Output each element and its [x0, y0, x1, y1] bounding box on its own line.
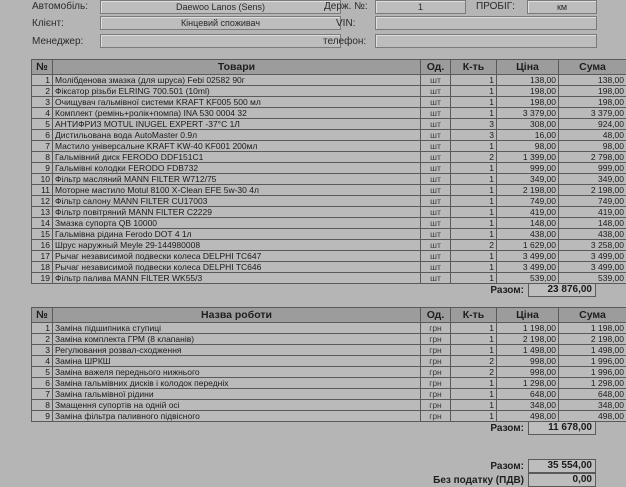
row-number: 13 — [32, 207, 53, 218]
row-sum: 349,00 — [559, 174, 626, 185]
table-row[interactable] — [32, 174, 626, 185]
table-row[interactable] — [32, 218, 626, 229]
goods-header-row — [32, 60, 626, 75]
works-table — [31, 307, 626, 422]
row-name: Гальмівний диск FERODO DDF151C1 — [53, 152, 421, 163]
row-price: 3 379,00 — [497, 108, 559, 119]
row-unit: шт — [421, 185, 451, 196]
row-number: 1 — [32, 323, 53, 334]
row-price: 1 399,00 — [497, 152, 559, 163]
row-unit: шт — [421, 97, 451, 108]
table-row[interactable] — [32, 75, 626, 86]
row-name: Гальмівна рідина Ferodo DOT 4 1л — [53, 229, 421, 240]
row-price: 998,00 — [497, 367, 559, 378]
row-price: 98,00 — [497, 141, 559, 152]
row-price: 999,00 — [497, 163, 559, 174]
row-price: 198,00 — [497, 86, 559, 97]
row-number: 5 — [32, 119, 53, 130]
row-number: 5 — [32, 367, 53, 378]
col-work-name: Назва роботи — [53, 308, 421, 323]
row-name: Моторне мастило Motul 8100 X-Clean EFE 5w-30 4л — [53, 185, 421, 196]
row-qty: 1 — [451, 389, 497, 400]
row-unit: грн — [421, 334, 451, 345]
row-sum: 2 198,00 — [559, 185, 626, 196]
table-row[interactable] — [32, 196, 626, 207]
table-row[interactable] — [32, 251, 626, 262]
row-sum: 148,00 — [559, 218, 626, 229]
row-unit: шт — [421, 108, 451, 119]
row-qty: 1 — [451, 196, 497, 207]
row-sum: 3 379,00 — [559, 108, 626, 119]
row-number: 8 — [32, 152, 53, 163]
table-row[interactable] — [32, 240, 626, 251]
row-price: 419,00 — [497, 207, 559, 218]
row-qty: 1 — [451, 345, 497, 356]
row-sum: 3 499,00 — [559, 251, 626, 262]
row-price: 3 499,00 — [497, 251, 559, 262]
row-qty: 1 — [451, 273, 497, 284]
row-sum: 1 498,00 — [559, 345, 626, 356]
manager-field[interactable] — [100, 34, 341, 48]
row-name: Фільтр салону MANN FILTER CU17003 — [53, 196, 421, 207]
row-price: 308,00 — [497, 119, 559, 130]
row-number: 9 — [32, 411, 53, 422]
row-unit: шт — [421, 130, 451, 141]
grand-total-value: 35 554,00 — [528, 459, 596, 473]
table-row[interactable] — [32, 389, 626, 400]
row-name: Заміна гальмівних дисків і колодок передніх — [53, 378, 421, 389]
row-unit: шт — [421, 86, 451, 97]
row-number: 7 — [32, 141, 53, 152]
row-name: Змащення супортів на одній осі — [53, 400, 421, 411]
table-row[interactable] — [32, 262, 626, 273]
plate-label: Держ. №: — [324, 1, 368, 12]
row-qty: 1 — [451, 251, 497, 262]
phone-label: телефон: — [323, 36, 366, 47]
row-name: Фільтр повітряний MANN FILTER C2229 — [53, 207, 421, 218]
row-price: 1 629,00 — [497, 240, 559, 251]
table-row[interactable] — [32, 411, 626, 422]
goods-total-value: 23 876,00 — [528, 283, 596, 297]
table-row[interactable] — [32, 273, 626, 284]
row-name: Гальмівні колодки FERODO FDB732 — [53, 163, 421, 174]
grand-total-label: Разом: — [440, 461, 524, 472]
row-price: 138,00 — [497, 75, 559, 86]
row-unit: шт — [421, 262, 451, 273]
row-unit: шт — [421, 273, 451, 284]
row-price: 148,00 — [497, 218, 559, 229]
row-name: Заміна фільтра паливного підвісного — [53, 411, 421, 422]
row-number: 3 — [32, 97, 53, 108]
col-sum: Сума — [559, 60, 626, 75]
row-unit: шт — [421, 119, 451, 130]
row-unit: грн — [421, 378, 451, 389]
col-price: Ціна — [497, 60, 559, 75]
table-row[interactable] — [32, 130, 626, 141]
row-qty: 1 — [451, 163, 497, 174]
client-label: Клієнт: — [32, 18, 64, 29]
row-name: АНТИФРИЗ MOTUL INUGEL EXPERT -37°C 1Л — [53, 119, 421, 130]
row-unit: грн — [421, 367, 451, 378]
row-number: 14 — [32, 218, 53, 229]
table-row[interactable] — [32, 378, 626, 389]
row-qty: 1 — [451, 141, 497, 152]
table-row[interactable] — [32, 207, 626, 218]
row-unit: грн — [421, 411, 451, 422]
row-number: 7 — [32, 389, 53, 400]
table-row[interactable] — [32, 108, 626, 119]
row-name: Мастило універсальне KRAFT KW-40 KF001 200мл — [53, 141, 421, 152]
row-qty: 1 — [451, 323, 497, 334]
col-qty: К-ть — [451, 308, 497, 323]
row-unit: шт — [421, 163, 451, 174]
row-price: 438,00 — [497, 229, 559, 240]
table-row[interactable] — [32, 367, 626, 378]
col-unit: Од. — [421, 60, 451, 75]
row-sum: 2 798,00 — [559, 152, 626, 163]
row-number: 10 — [32, 174, 53, 185]
table-row[interactable] — [32, 356, 626, 367]
row-qty: 1 — [451, 262, 497, 273]
row-unit: шт — [421, 141, 451, 152]
table-row[interactable] — [32, 97, 626, 108]
row-unit: грн — [421, 389, 451, 400]
row-number: 15 — [32, 229, 53, 240]
row-sum: 1 996,00 — [559, 367, 626, 378]
col-number: № — [32, 308, 53, 323]
row-sum: 1 198,00 — [559, 323, 626, 334]
row-price: 1 198,00 — [497, 323, 559, 334]
row-name: Змазка супорта QB 10000 — [53, 218, 421, 229]
row-unit: шт — [421, 240, 451, 251]
phone-field[interactable] — [375, 34, 597, 48]
row-price: 349,00 — [497, 174, 559, 185]
works-header-row — [32, 308, 626, 323]
row-number: 19 — [32, 273, 53, 284]
table-row[interactable] — [32, 323, 626, 334]
row-number: 12 — [32, 196, 53, 207]
row-number: 2 — [32, 334, 53, 345]
row-qty: 1 — [451, 411, 497, 422]
row-name: Рычаг независимой подвески колеса DELPHI TC647 — [53, 251, 421, 262]
row-name: Молібденова змазка (для шруса) Febi 02582 90г — [53, 75, 421, 86]
row-number: 16 — [32, 240, 53, 251]
row-price: 749,00 — [497, 196, 559, 207]
row-unit: шт — [421, 152, 451, 163]
goods-total-label: Разом: — [480, 285, 524, 296]
row-price: 1 498,00 — [497, 345, 559, 356]
mileage-field[interactable]: км — [527, 0, 597, 14]
row-name: Заміна підшипника ступиці — [53, 323, 421, 334]
row-sum: 2 198,00 — [559, 334, 626, 345]
plate-field[interactable]: 1 — [375, 0, 466, 14]
row-number: 17 — [32, 251, 53, 262]
vin-field[interactable] — [375, 16, 597, 30]
row-qty: 2 — [451, 356, 497, 367]
table-row[interactable] — [32, 163, 626, 174]
car-field[interactable]: Daewoo Lanos (Sens) — [100, 0, 341, 14]
table-row[interactable] — [32, 119, 626, 130]
goods-table — [31, 59, 626, 284]
row-name: Дистильована вода AutoMaster 0.9л — [53, 130, 421, 141]
row-price: 1 298,00 — [497, 378, 559, 389]
col-number: № — [32, 60, 53, 75]
row-sum: 999,00 — [559, 163, 626, 174]
row-unit: грн — [421, 400, 451, 411]
client-field[interactable]: Кінцевий споживач — [100, 16, 341, 30]
row-price: 198,00 — [497, 97, 559, 108]
row-name: Фільтр палива MANN FILTER WK55/3 — [53, 273, 421, 284]
row-price: 2 198,00 — [497, 185, 559, 196]
row-sum: 198,00 — [559, 97, 626, 108]
row-name: Фільтр масляний MANN FILTER W712/75 — [53, 174, 421, 185]
row-unit: грн — [421, 323, 451, 334]
row-name: Заміна ШРКШ — [53, 356, 421, 367]
row-name: Рычаг независимой подвески колеса DELPHI TC646 — [53, 262, 421, 273]
row-number: 4 — [32, 356, 53, 367]
row-name: Заміна комплекта ГРМ (8 клапанів) — [53, 334, 421, 345]
row-sum: 498,00 — [559, 411, 626, 422]
row-sum: 438,00 — [559, 229, 626, 240]
row-number: 9 — [32, 163, 53, 174]
mileage-label: ПРОБІГ: — [476, 1, 515, 12]
row-number: 4 — [32, 108, 53, 119]
row-number: 6 — [32, 378, 53, 389]
row-price: 3 499,00 — [497, 262, 559, 273]
table-row[interactable] — [32, 400, 626, 411]
table-row[interactable] — [32, 229, 626, 240]
row-sum: 749,00 — [559, 196, 626, 207]
row-qty: 1 — [451, 185, 497, 196]
row-price: 348,00 — [497, 400, 559, 411]
row-qty: 2 — [451, 152, 497, 163]
col-price: Ціна — [497, 308, 559, 323]
row-name: Заміна гальмівної рідини — [53, 389, 421, 400]
row-sum: 924,00 — [559, 119, 626, 130]
col-sum: Сума — [559, 308, 626, 323]
row-sum: 198,00 — [559, 86, 626, 97]
works-total-label: Разом: — [480, 423, 524, 434]
row-unit: шт — [421, 218, 451, 229]
row-qty: 1 — [451, 378, 497, 389]
row-number: 8 — [32, 400, 53, 411]
row-qty: 1 — [451, 229, 497, 240]
row-price: 539,00 — [497, 273, 559, 284]
row-number: 3 — [32, 345, 53, 356]
row-qty: 2 — [451, 240, 497, 251]
row-name: Очищувач гальмівної системи KRAFT KF005 500 мл — [53, 97, 421, 108]
row-number: 18 — [32, 262, 53, 273]
row-number: 6 — [32, 130, 53, 141]
row-sum: 419,00 — [559, 207, 626, 218]
row-price: 2 198,00 — [497, 334, 559, 345]
col-goods: Товари — [53, 60, 421, 75]
row-qty: 1 — [451, 108, 497, 119]
row-price: 648,00 — [497, 389, 559, 400]
row-unit: шт — [421, 251, 451, 262]
table-row[interactable] — [32, 152, 626, 163]
row-unit: шт — [421, 207, 451, 218]
row-price: 998,00 — [497, 356, 559, 367]
col-qty: К-ть — [451, 60, 497, 75]
row-qty: 3 — [451, 119, 497, 130]
row-qty: 2 — [451, 367, 497, 378]
table-row[interactable] — [32, 86, 626, 97]
row-sum: 539,00 — [559, 273, 626, 284]
row-name: Комплект (ремінь+ролік+помпа) INA 530 0004 32 — [53, 108, 421, 119]
row-qty: 3 — [451, 130, 497, 141]
row-unit: шт — [421, 75, 451, 86]
table-row[interactable] — [32, 141, 626, 152]
row-name: Заміна важеля переднього нижнього — [53, 367, 421, 378]
col-unit: Од. — [421, 308, 451, 323]
vin-label: VIN: — [336, 18, 355, 29]
row-unit: шт — [421, 196, 451, 207]
row-number: 11 — [32, 185, 53, 196]
row-sum: 648,00 — [559, 389, 626, 400]
row-unit: грн — [421, 345, 451, 356]
row-number: 2 — [32, 86, 53, 97]
row-price: 16,00 — [497, 130, 559, 141]
row-sum: 348,00 — [559, 400, 626, 411]
row-sum: 3 499,00 — [559, 262, 626, 273]
row-qty: 1 — [451, 334, 497, 345]
manager-label: Менеджер: — [32, 36, 83, 47]
row-sum: 138,00 — [559, 75, 626, 86]
row-number: 1 — [32, 75, 53, 86]
row-qty: 1 — [451, 97, 497, 108]
row-sum: 98,00 — [559, 141, 626, 152]
table-row[interactable] — [32, 185, 626, 196]
row-sum: 3 258,00 — [559, 240, 626, 251]
row-qty: 1 — [451, 218, 497, 229]
row-name: Фіксатор різьби ELRING 700.501 (10ml) — [53, 86, 421, 97]
row-qty: 1 — [451, 86, 497, 97]
car-label: Автомобіль: — [32, 1, 88, 12]
table-row[interactable] — [32, 334, 626, 345]
works-total-value: 11 678,00 — [528, 421, 596, 435]
vat-label: Без податку (ПДВ) — [400, 475, 524, 486]
table-row[interactable] — [32, 345, 626, 356]
row-name: Шрус наружный Meyle 29-144980008 — [53, 240, 421, 251]
row-sum: 48,00 — [559, 130, 626, 141]
row-name: Регулювання розвал-сходження — [53, 345, 421, 356]
row-sum: 1 298,00 — [559, 378, 626, 389]
row-sum: 1 996,00 — [559, 356, 626, 367]
row-unit: шт — [421, 174, 451, 185]
row-qty: 1 — [451, 75, 497, 86]
row-unit: шт — [421, 229, 451, 240]
row-qty: 1 — [451, 400, 497, 411]
row-price: 498,00 — [497, 411, 559, 422]
row-unit: грн — [421, 356, 451, 367]
vat-value: 0,00 — [528, 473, 596, 487]
row-qty: 1 — [451, 207, 497, 218]
row-qty: 1 — [451, 174, 497, 185]
